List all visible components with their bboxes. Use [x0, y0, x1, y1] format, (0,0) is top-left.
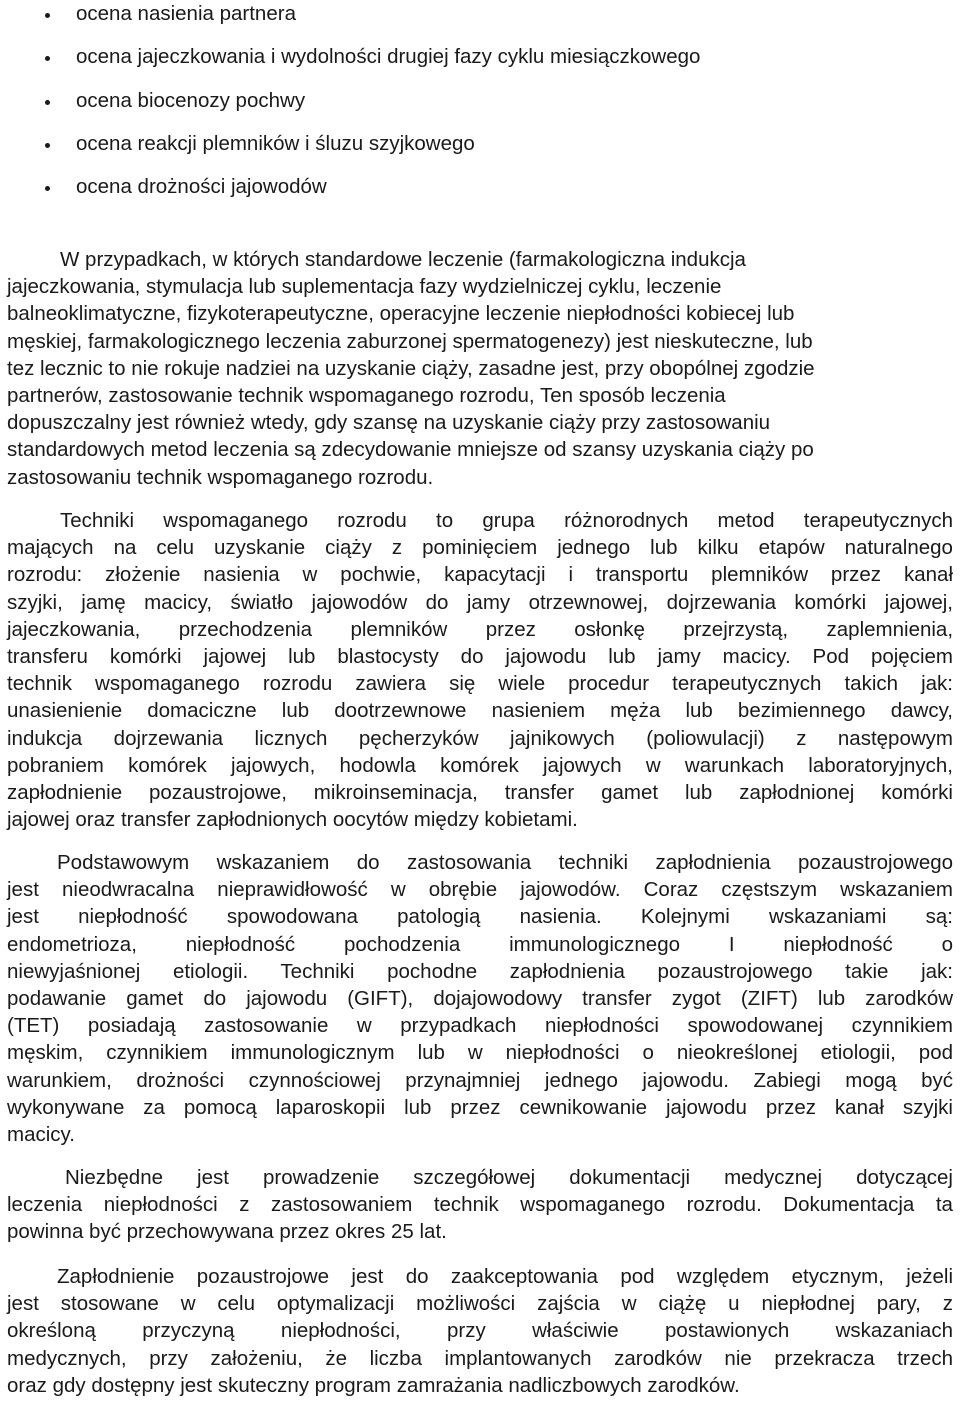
list-item — [0, 43, 960, 71]
paragraph-ivf-indications — [7, 849, 953, 1148]
paragraph-line: W przypadkach, w których standardowe leczenie (farmakologiczna indukcja — [60, 248, 746, 271]
paragraph-line: Niezbędne jest prowadzenie szczegółowej dokumentacji medycznej dotyczącej — [65, 1166, 953, 1189]
paragraph-line: (TET) posiadają zastosowanie w przypadkach niepłodności spowodowanej czynnikiem — [7, 1014, 953, 1038]
paragraph-line: warunkiem, drożności czynnościowej przynajmniej jednego jajowodu. Zabiegi mogą być — [7, 1068, 953, 1092]
paragraph-line: powinna być przechowywana przez okres 25 lat. — [7, 1220, 447, 1244]
paragraph-line: unasienienie domaciczne lub dootrzewnowe nasieniem męża lub bezimiennego dawcy, — [7, 699, 953, 723]
paragraph-ethics — [7, 1263, 953, 1399]
paragraph-line: indukcja dojrzewania licznych pęcherzyków jajnikowych (poliowulacji) z następowym — [7, 726, 953, 750]
bullet-icon — [45, 56, 50, 61]
list-item — [0, 87, 960, 115]
paragraph-line: mających na celu uzyskanie ciąży z pominięciem jednego lub kilku etapów naturalnego — [7, 536, 953, 560]
paragraph-line: jest nieodwracalna nieprawidłowość w obrębie jajowodów. Coraz częstszym wskazaniem — [7, 878, 953, 902]
paragraph-line: niewyjaśnionej etiologii. Techniki pochodne zapłodnienia pozaustrojowego takie jak: — [7, 959, 953, 983]
list-item-text: ocena jajeczkowania i wydolności drugiej fazy cyklu miesiączkowego — [76, 45, 701, 68]
paragraph-line: zapłodnienie pozaustrojowe, mikroinseminacja, transfer gamet lub zapłodnionej komórki — [7, 781, 953, 805]
paragraph-line: określoną przyczyną niepłodności, przy właściwie postawionych wskazaniach — [7, 1319, 953, 1343]
paragraph-line: Techniki wspomaganego rozrodu to grupa różnorodnych metod terapeutycznych — [60, 509, 954, 532]
paragraph-line: męskiej, farmakologicznego leczenia zaburzonej spermatogenezy) jest nieskuteczne, lub — [7, 329, 813, 353]
paragraph-line: partnerów, zastosowanie technik wspomaganego rozrodu, Ten sposób leczenia — [7, 384, 726, 408]
paragraph-line: zastosowaniu technik wspomaganego rozrodu. — [7, 465, 434, 489]
list-item-text: ocena biocenozy pochwy — [76, 89, 306, 112]
paragraph-line: pobraniem komórek jajowych, hodowla komórek jajowych w warunkach laboratoryjnych, — [7, 753, 953, 777]
paragraph-line: jest stosowane w celu optymalizacji możliwości zajścia w ciążę u niepłodnej pary, z — [7, 1292, 954, 1316]
bullet-icon — [45, 13, 50, 18]
list-item-text: ocena reakcji plemników i śluzu szyjkowego — [76, 132, 475, 155]
paragraph-line: standardowych metod leczenia są zdecydowanie mniejsze od szansy uzyskania ciąży po — [7, 438, 814, 462]
paragraph-line: podawanie gamet do jajowodu (GIFT), dojajowodowy transfer zygot (ZIFT) lub zarodków — [7, 987, 954, 1011]
paragraph-line: jajeczkowania, przechodzenia plemników przez osłonkę przejrzystą, zaplemnienia, — [7, 617, 954, 641]
paragraph-line: męskim, czynnikiem immunologicznym lub w niepłodności o nieokreślonej etiologii, pod — [7, 1041, 954, 1065]
paragraph-line: technik wspomaganego rozrodu zawiera się wiele procedur terapeutycznych takich jak: — [7, 672, 953, 696]
paragraph-art-treatment — [7, 246, 953, 491]
list-item-text: ocena drożności jajowodów — [76, 175, 327, 198]
paragraph-art-definition — [7, 507, 953, 833]
paragraph-documentation — [7, 1164, 953, 1246]
list-item — [0, 0, 960, 28]
paragraph-line: rozrodu: złożenie nasienia w pochwie, kapacytacji i transportu plemników przez kanał — [7, 563, 953, 587]
paragraph-line: macicy. — [7, 1123, 75, 1147]
paragraph-line: leczenia niepłodności z zastosowaniem technik wspomaganego rozrodu. Dokumentacja ta — [7, 1193, 953, 1217]
list-item-text: ocena nasienia partnera — [76, 2, 296, 25]
paragraph-line: transferu komórki jajowej lub blastocysty do jajowodu lub jamy macicy. Pod pojęciem — [7, 645, 953, 669]
list-item — [0, 173, 960, 201]
paragraph-line: balneoklimatyczne, fizykoterapeutyczne, operacyjne leczenie niepłodności kobiecej lub — [7, 302, 795, 326]
paragraph-line: jest niepłodność spowodowana patologią nasienia. Kolejnymi wskazaniami są: — [7, 905, 954, 929]
paragraph-line: medycznych, przy założeniu, że liczba implantowanych zarodków nie przekracza trzech — [7, 1346, 953, 1370]
bullet-icon — [45, 143, 50, 148]
paragraph-line: oraz gdy dostępny jest skuteczny program zamrażania nadliczbowych zarodków. — [7, 1373, 740, 1397]
paragraph-line: Zapłodnienie pozaustrojowe jest do zaakceptowania pod względem etycznym, jeżeli — [57, 1265, 954, 1288]
paragraph-line: dopuszczalny jest również wtedy, gdy szansę na uzyskanie ciąży przy zastosowaniu — [7, 411, 771, 435]
paragraph-line: tez lecznic to nie rokuje nadziei na uzyskanie ciąży, zasadne jest, przy obopólnej zgodzie — [7, 356, 815, 380]
paragraph-line: jajowej oraz transfer zapłodnionych oocytów między kobietami. — [7, 808, 578, 832]
paragraph-line: jajeczkowania, stymulacja lub suplementacja fazy wydzielniczej cyklu, leczenie — [7, 275, 722, 299]
paragraph-line: Podstawowym wskazaniem do zastosowania techniki zapłodnienia pozaustrojowego — [57, 851, 954, 874]
bullet-icon — [45, 100, 50, 105]
bullet-icon — [45, 186, 50, 191]
paragraph-line: wykonywane za pomocą laparoskopii lub przez cewnikowanie jajowodu przez kanał szyjki — [7, 1095, 953, 1119]
list-item — [0, 130, 960, 158]
paragraph-line: szyjki, jamę macicy, światło jajowodów do jamy otrzewnowej, dojrzewania komórki jajowej, — [7, 590, 953, 614]
paragraph-line: endometrioza, niepłodność pochodzenia immunologicznego I niepłodność o — [7, 932, 953, 956]
